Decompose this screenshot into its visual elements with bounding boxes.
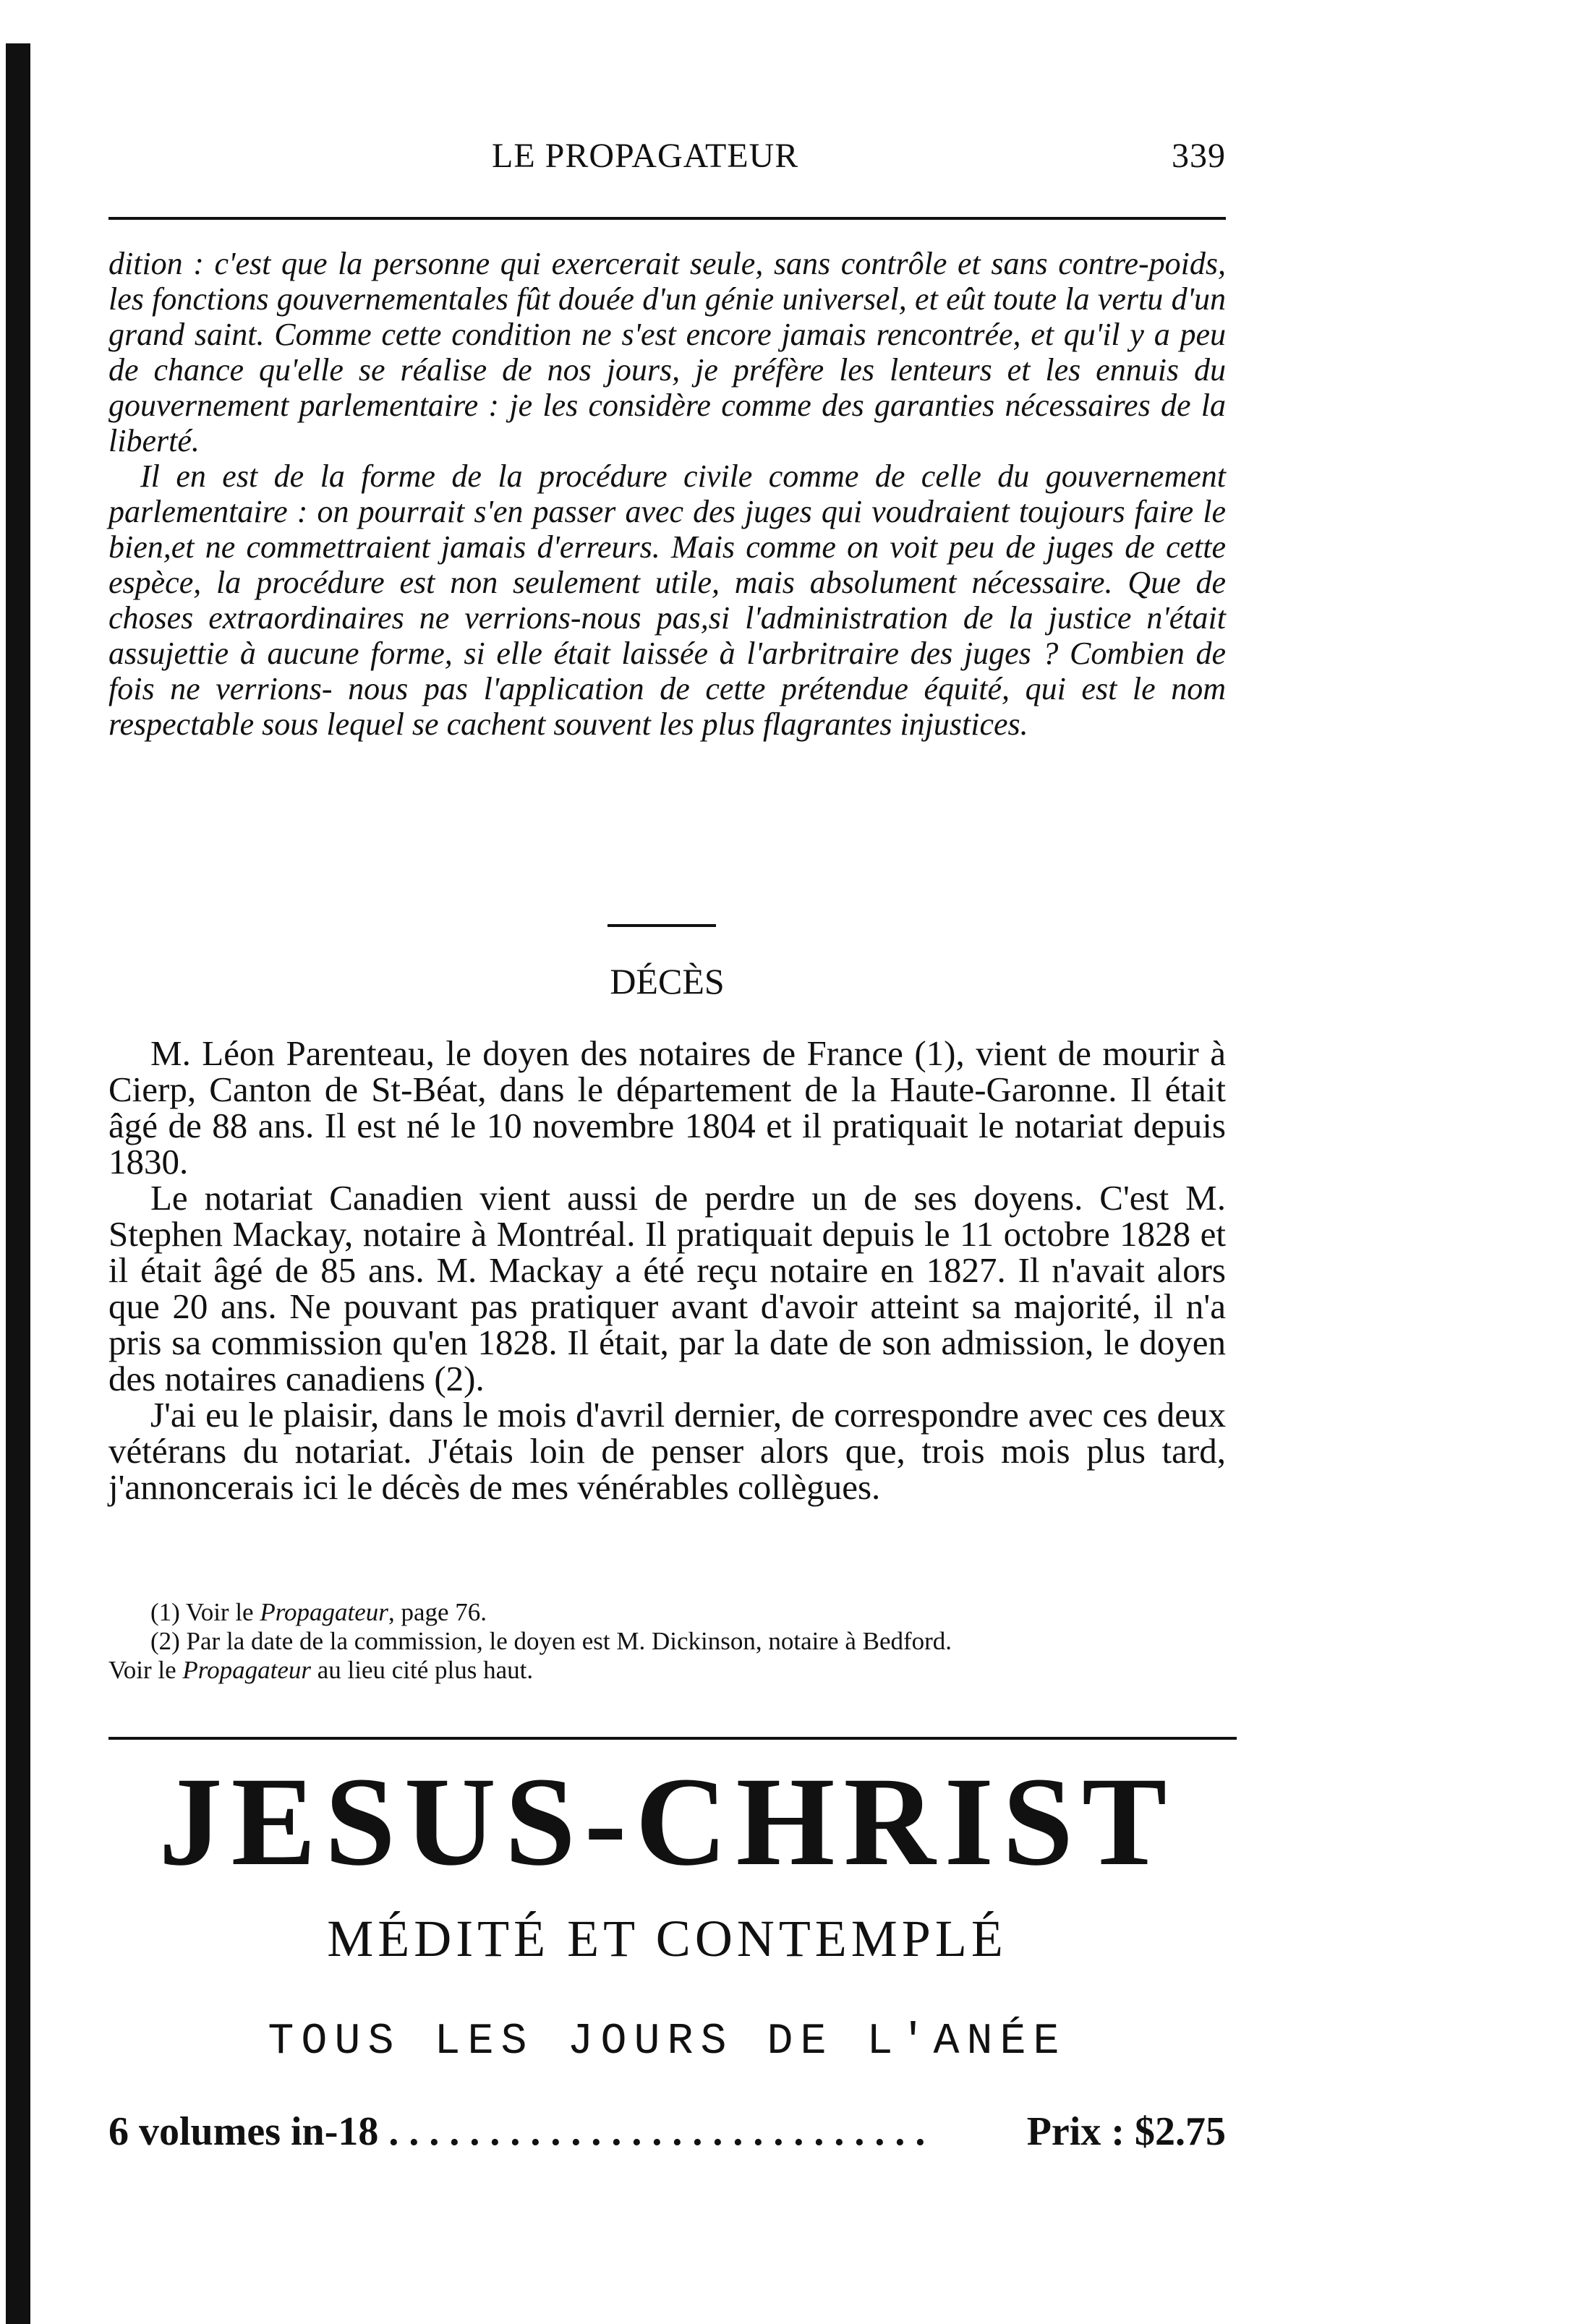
advertisement-rule (108, 1737, 1237, 1740)
footnote-2-continued: Voir le Propagateur au lieu cité plus haut. (108, 1656, 534, 1684)
footnote-2: (2) Par la date de la commission, le doyen est M. Dickinson, notaire à Bedford. (150, 1627, 952, 1655)
section-divider (607, 924, 716, 927)
deces-heading: DÉCÈS (610, 961, 725, 1001)
footnotes (108, 1598, 1226, 1685)
footnote-1: (1) Voir le Propagateur, page 76. (150, 1598, 487, 1626)
page-header (108, 123, 1226, 178)
price-label: Prix : $2.75 (1026, 2109, 1226, 2154)
advertisement-title: JESUS-CHRIST (158, 1751, 1176, 1892)
volumes-label: 6 volumes in-18 (108, 2109, 379, 2154)
advertisement-price-line (108, 2109, 1226, 2155)
leader-dots: ........................... (388, 2109, 936, 2154)
deces-paragraph: J'ai eu le plaisir, dans le mois d'avril dernier, de correspondre avec ces deux vétérans du notariat. J'étais loin de penser alors que, trois mois plus tard, j'annoncerais ici le décès de mes vénérables collègues. (108, 1395, 1226, 1507)
advertisement-subtitle-2: TOUS LES JOURS DE L'ANÉE (268, 2017, 1067, 2067)
deces-paragraph: M. Léon Parenteau, le doyen des notaires de France (1), vient de mourir à Cierp, Canton de St-Béat, dans le département de la Haute-Garonne. Il était âgé de 88 ans. Il est né le 10 novembre 1804 et il pratiquait le notariat depuis 1830. (108, 1033, 1226, 1182)
deces-text-block (108, 1035, 1226, 1505)
advertisement-subtitle: MÉDITÉ ET CONTEMPLÉ (327, 1910, 1007, 1968)
page-number: 339 (1172, 137, 1226, 175)
deces-paragraph: Le notariat Canadien vient aussi de perdre un de ses doyens. C'est M. Stephen Mackay, notaire à Montréal. Il pratiquait depuis le 11 octobre 1828 et il était âgé de 85 ans. M. Mackay a été reçu notaire en 1827. Il n'avait alors que 20 ans. Ne pouvant pas pratiquer avant d'avoir atteint sa majorité, il n'a pris sa commission qu'en 1828. Il était, par la date de son admission, le doyen des notaires canadiens (2). (108, 1178, 1226, 1398)
italic-paragraph: Il en est de la forme de la procédure civile comme de celle du gouvernement parlementaire : on pourrait s'en passer avec des juges qui voudraient toujours faire le bien,et ne commettraient jamais d'erreurs. Mais comme on voit peu de juges de cette espèce, la procédure est non seulement utile, mais absolument nécessaire. Que de choses extraordinaires ne verrions-nous pas,si l'administration de la justice n'était assujettie à aucune forme, si elle était laissée à l'arbritraire des juges ? Combien de fois ne verrions- nous pas l'application de cette prétendue équité, qui est le nom respectable sous lequel se cachent souvent les plus flagrantes injustices. (108, 458, 1226, 742)
italic-paragraph: dition : c'est que la personne qui exercerait seule, sans contrôle et sans contre-poids, les fonctions gouvernementales fût douée d'un génie universel, et eût toute la vertu d'un grand saint. Comme cette condition ne s'est encore jamais rencontrée, et qu'il y a peu de chance qu'elle se réalise de nos jours, je préfère les lenteurs et les ennuis du gouvernement parlementaire : je les considère comme des garanties nécessaires de la liberté. (108, 246, 1226, 458)
italic-text-block (108, 246, 1226, 742)
running-title: LE PROPAGATEUR (492, 137, 799, 175)
header-rule (108, 217, 1226, 220)
binding-edge (6, 43, 30, 2324)
